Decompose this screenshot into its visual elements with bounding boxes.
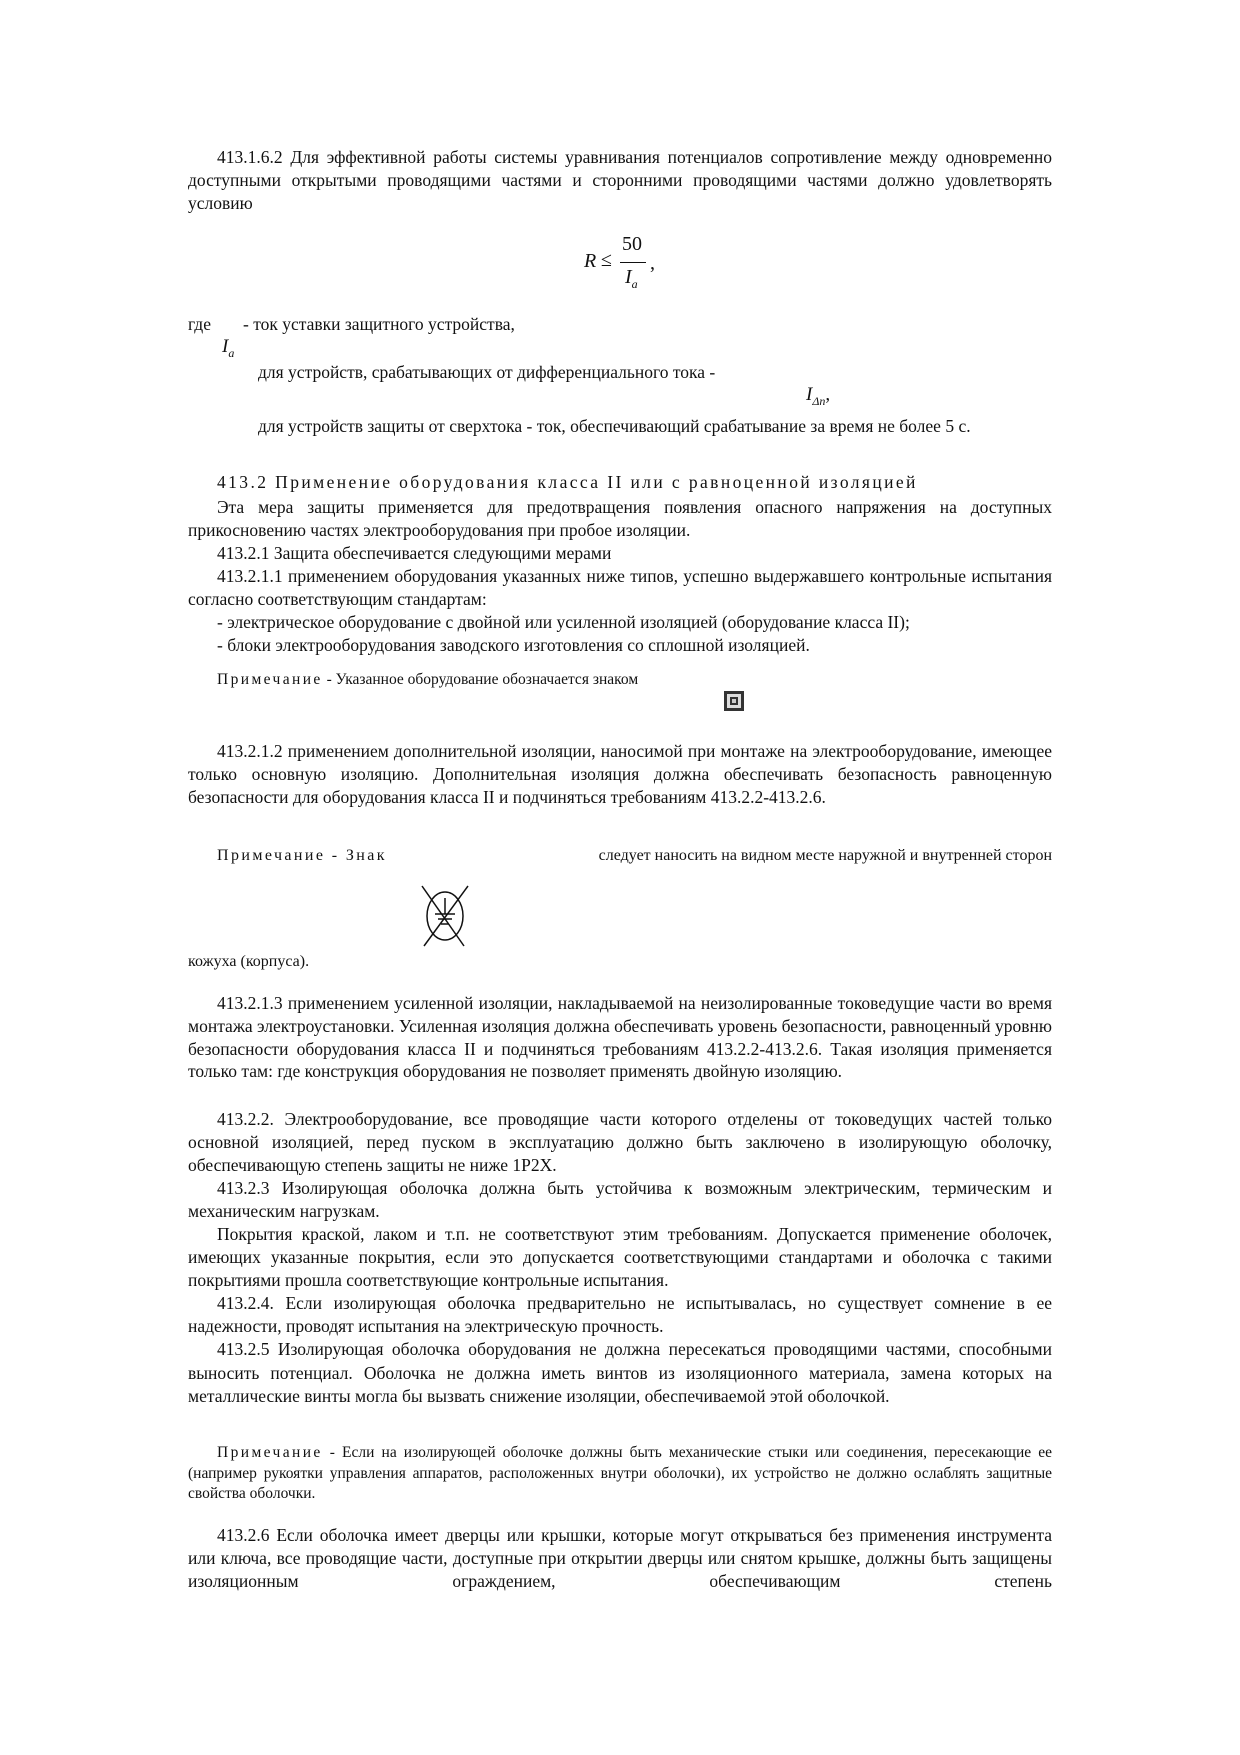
note-label: Примечание - Знак (217, 847, 387, 864)
formula-comma: , (650, 252, 655, 274)
note-text: - Указанное оборудование обозначается знаком (322, 671, 639, 688)
overcurrent-line: для устройств защиты от сверхтока - ток, обеспечивающий срабатывание за время не более 5 с. (258, 416, 971, 436)
note-1 (188, 670, 1052, 691)
note-text: - Если на изолирующей оболочке должны быть механические стыки или соединения, пересекающие ее (например рукоятки управления аппаратов, расположенных внутри оболочки), их устройство не должно ослаблять защитные свойства оболочки. (188, 1444, 1052, 1502)
paragraph-413-2-2: 413.2.2. Электрооборудование, все проводящие части которого отделены от токоведущих частей только основной изоляцией, перед пуском в эксплуатацию должно быть заключено в изолирующую оболочку, обеспечивающую степень защиты не ниже 1Р2Х. (188, 1109, 1052, 1175)
note-3 (188, 1443, 1052, 1505)
paragraph-413-2-1-1: 413.2.1.1 применением оборудования указанных ниже типов, успешно выдержавшего контрольные испытания согласно соответствующим стандартам: (188, 566, 1052, 609)
bullet-item: - электрическое оборудование с двойной или усиленной изоляцией (оборудование класса II); (217, 612, 910, 632)
formula-subscript: a (631, 277, 638, 291)
heading-413-2 (188, 471, 1052, 494)
note-text: следует наносить на видном месте наружной и внутренней сторон (598, 847, 1052, 864)
class-ii-icon (724, 691, 744, 711)
paragraph-413-2-1: 413.2.1 Защита обеспечивается следующими мерами (217, 543, 612, 563)
paragraph-text: 413.1.6.2 Для эффективной работы системы уравнивания потенциалов сопротивление между одновременно доступными открытыми проводящими частями и сторонними проводящими частями должно удовлетворять условию (188, 147, 1052, 213)
where-label: где (188, 314, 211, 334)
formula-numerator: 50 (622, 233, 642, 255)
paragraph-413-2-5: 413.2.5 Изолирующая оболочка оборудования не должна пересекаться проводящими частями, способными выносить потенциал. Оболочка не должна иметь винтов из изоляционного материала, замена которых на металлические винты могла бы вызвать снижение изоляции, обеспечиваемой этой оболочкой. (188, 1339, 1052, 1406)
note-label: Примечание (217, 1444, 323, 1461)
paragraph-413-1-6-2 (188, 146, 1052, 214)
note-label: Примечание (217, 671, 323, 688)
no-grounding-icon (414, 880, 476, 952)
symbol-idn-sub: Δn (812, 393, 826, 408)
symbol-ia: I (222, 336, 229, 357)
heading-text: 413.2 Применение оборудования класса II или с равноценной изоляцией (217, 472, 918, 492)
paragraph-mera: Эта мера защиты применяется для предотвращения появления опасного напряжения на доступных прикосновению частях электрооборудования при пробое изоляции. (188, 497, 1052, 540)
formula-operator: ≤ (601, 249, 612, 271)
paragraph-413-2-3: 413.2.3 Изолирующая оболочка должна быть устойчива к возможным электрическим, термическим и механическим нагрузкам. (188, 1178, 1052, 1221)
note-tail: кожуха (корпуса). (188, 953, 310, 970)
paragraph-pokrytiya: Покрытия краской, лаком и т.п. не соответствуют этим требованиям. Допускается применение оболочек, имеющих указанные покрытия, если это допускается соответствующими стандартами и оболочка с такими покрытиями прошла соответствующие контрольные испытания. (188, 1224, 1052, 1290)
symbol-ia-sub: a (228, 345, 235, 360)
bullet-item: - блоки электрооборудования заводского изготовления со сплошной изоляцией. (217, 635, 810, 655)
formula-lhs: R (584, 250, 597, 272)
fraction-bar (620, 262, 646, 263)
paragraph-413-2-6: 413.2.6 Если оболочка имеет дверцы или крышки, которые могут открываться без применения инструмента или ключа, все проводящие части, доступные при открытии дверцы или снятом крышке, должны быть защищены изоляционным ограждением, обеспечивающим степень (188, 1525, 1052, 1591)
paragraph-413-2-4: 413.2.4. Если изолирующая оболочка предварительно не испытывалась, но существует сомнение в ее надежности, проводят испытания на электрическую прочность. (188, 1293, 1052, 1336)
symbol-idn: I (806, 384, 813, 405)
formula-denominator: I (625, 266, 632, 288)
symbol-idn-comma: , (825, 384, 831, 405)
paragraph-413-2-1-2: 413.2.1.2 применением дополнительной изоляции, наносимой при монтаже на электрооборудование, имеющее только основную изоляцию. Дополнительная изоляция должна обеспечивать безопасность равноценную безопасности для оборудования класса II и подчиняться требованиям 413.2.2-413.2.6. (188, 741, 1052, 807)
paragraph-413-2-1-3: 413.2.1.3 применением усиленной изоляции, накладываемой на неизолированные токоведущие части во время монтажа электроустановки. Усиленная изоляция должна обеспечивать уровень безопасности, равноценный уровню безопасности оборудования класса II и подчиняться требованиям 413.2.2-413.2.6. Такая изоляция применяется только там: где конструкция оборудования не позволяет применять двойную изоляцию. (188, 993, 1052, 1082)
where-desc: - ток уставки защитного устройства, (243, 314, 515, 334)
diff-line: для устройств, срабатывающих от дифференциального тока - (258, 362, 716, 382)
